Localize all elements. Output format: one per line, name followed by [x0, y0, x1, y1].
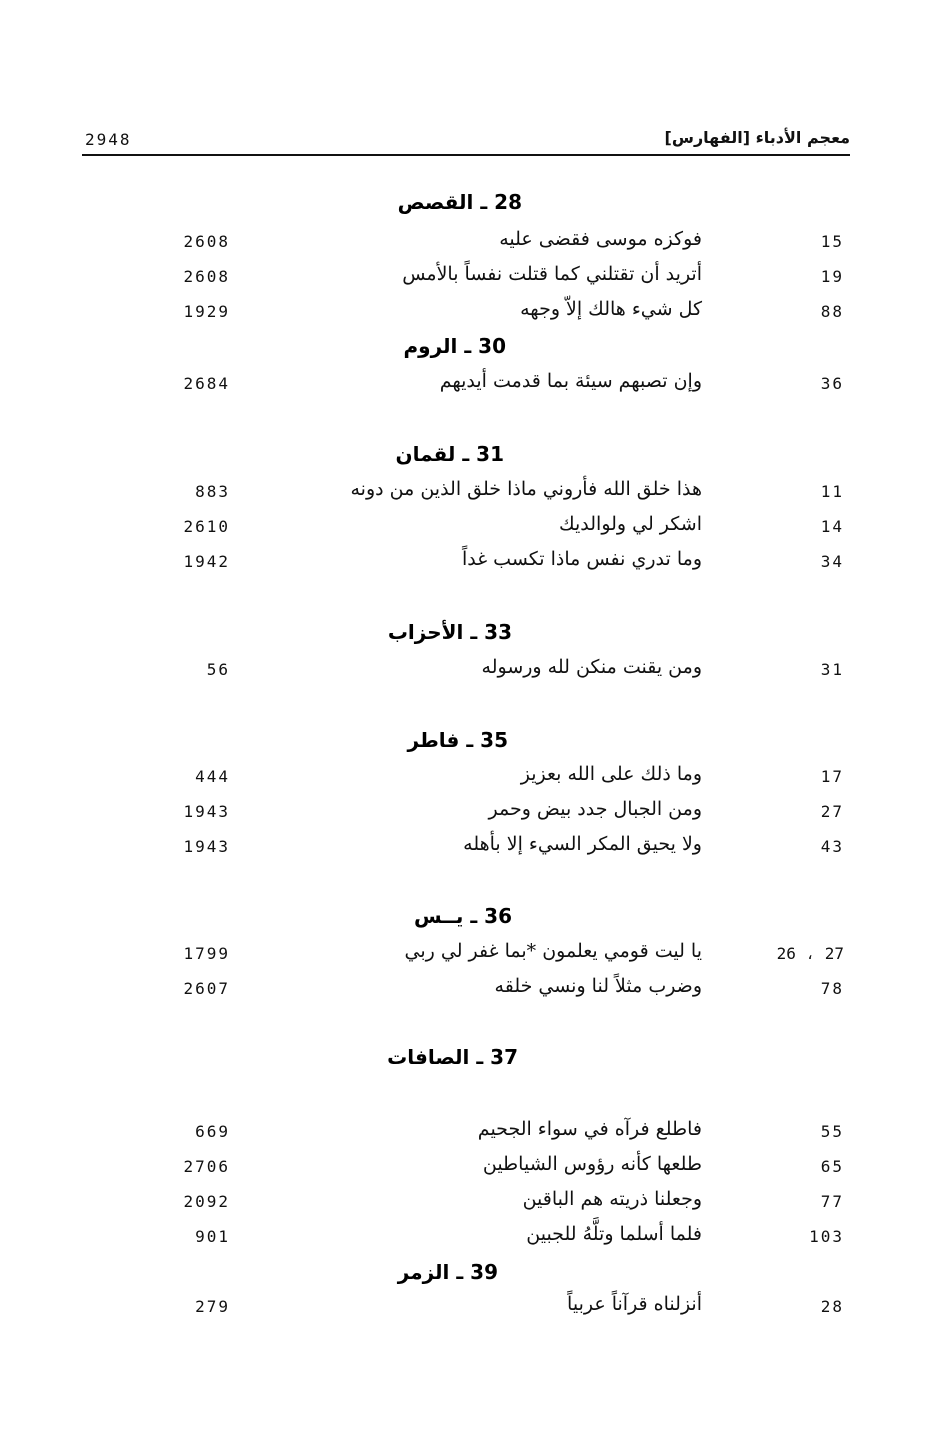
- index-row: [0, 1188, 932, 1218]
- verse-text: وما تدري نفس ماذا تكسب غداً: [461, 548, 702, 570]
- index-row: [0, 940, 932, 970]
- page-reference: 901: [195, 1227, 230, 1246]
- verse-number: 28: [820, 1297, 844, 1316]
- verse-number: 31: [820, 660, 844, 679]
- page-reference: 2684: [183, 374, 230, 393]
- page-reference: 2608: [183, 232, 230, 251]
- verse-text: فوكزه موسى فقضى عليه: [499, 228, 702, 250]
- page-reference: 1943: [183, 837, 230, 856]
- surah-heading: 35 ـ فاطر: [407, 728, 508, 752]
- verse-text: أنزلناه قرآناً عربياً: [567, 1293, 702, 1315]
- page-reference: 2608: [183, 267, 230, 286]
- index-row: [0, 1153, 932, 1183]
- page-reference: 2610: [183, 517, 230, 536]
- index-row: [0, 478, 932, 508]
- verse-text: يا ليت قومي يعلمون *بما غفر لي ربي: [404, 940, 702, 962]
- verse-number: 43: [820, 837, 844, 856]
- verse-text: ومن يقنت منكن لله ورسوله: [481, 656, 702, 678]
- verse-text: وما ذلك على الله بعزيز: [520, 763, 702, 785]
- verse-number: 78: [820, 979, 844, 998]
- verse-number: 36: [820, 374, 844, 393]
- surah-heading: 37 ـ الصافات: [387, 1045, 518, 1069]
- surah-heading: 36 ـ يــس: [413, 904, 512, 928]
- verse-text: ولا يحيق المكر السيء إلا بأهله: [463, 833, 702, 855]
- surah-heading: 28 ـ القصص: [397, 190, 522, 214]
- surah-heading: 39 ـ الزمر: [397, 1260, 498, 1284]
- running-title: معجم الأدباء [الفهارس]: [664, 128, 850, 147]
- page-number: 2948: [85, 130, 132, 149]
- surah-heading: 30 ـ الروم: [403, 334, 506, 358]
- verse-number: 11: [820, 482, 844, 501]
- verse-text: وضرب مثلاً لنا ونسي خلقه: [494, 975, 702, 997]
- verse-number: 103: [809, 1227, 844, 1246]
- page-reference: 1943: [183, 802, 230, 821]
- verse-text: ومن الجبال جدد بيض وحمر: [488, 798, 702, 820]
- index-row: [0, 656, 932, 686]
- verse-number: 34: [820, 552, 844, 571]
- page-reference: 56: [206, 660, 230, 679]
- verse-text: أتريد أن تقتلني كما قتلت نفساً بالأمس: [402, 263, 702, 285]
- index-row: [0, 763, 932, 793]
- verse-number: 26 ، 27: [776, 944, 844, 963]
- index-row: [0, 1223, 932, 1253]
- page-reference: 1942: [183, 552, 230, 571]
- surah-heading: 31 ـ لقمان: [395, 442, 504, 466]
- verse-number: 55: [820, 1122, 844, 1141]
- verse-text: اشكر لي ولوالديك: [558, 513, 702, 535]
- page-reference: 883: [195, 482, 230, 501]
- verse-text: وإن تصبهم سيئة بما قدمت أيديهم: [439, 370, 702, 392]
- page-reference: 669: [195, 1122, 230, 1141]
- index-row: [0, 370, 932, 400]
- page-reference: 2706: [183, 1157, 230, 1176]
- verse-text: وجعلنا ذريته هم الباقين: [522, 1188, 702, 1210]
- index-row: [0, 833, 932, 863]
- index-row: [0, 1293, 932, 1323]
- verse-number: 17: [820, 767, 844, 786]
- verse-number: 27: [820, 802, 844, 821]
- index-row: [0, 1118, 932, 1148]
- index-row: [0, 513, 932, 543]
- verse-text: هذا خلق الله فأروني ماذا خلق الذين من دونه: [350, 478, 702, 500]
- index-row: [0, 798, 932, 828]
- index-row: [0, 298, 932, 328]
- verse-number: 15: [820, 232, 844, 251]
- index-row: [0, 228, 932, 258]
- index-row: [0, 548, 932, 578]
- verse-number: 19: [820, 267, 844, 286]
- verse-number: 65: [820, 1157, 844, 1176]
- page-reference: 1799: [183, 944, 230, 963]
- page-reference: 1929: [183, 302, 230, 321]
- index-row: [0, 263, 932, 293]
- index-row: [0, 975, 932, 1005]
- page-reference: 279: [195, 1297, 230, 1316]
- verse-number: 14: [820, 517, 844, 536]
- page-reference: 444: [195, 767, 230, 786]
- surah-heading: 33 ـ الأحزاب: [387, 620, 512, 644]
- verse-text: فلما أسلما وتلَّهُ للجبين: [526, 1223, 702, 1245]
- page-reference: 2607: [183, 979, 230, 998]
- page-reference: 2092: [183, 1192, 230, 1211]
- verse-text: فاطلع فرآه في سواء الجحيم: [477, 1118, 702, 1140]
- verse-text: طلعها كأنه رؤوس الشياطين: [482, 1153, 702, 1175]
- verse-text: كل شيء هالك إلاّ وجهه: [520, 298, 702, 320]
- verse-number: 77: [820, 1192, 844, 1211]
- verse-number: 88: [820, 302, 844, 321]
